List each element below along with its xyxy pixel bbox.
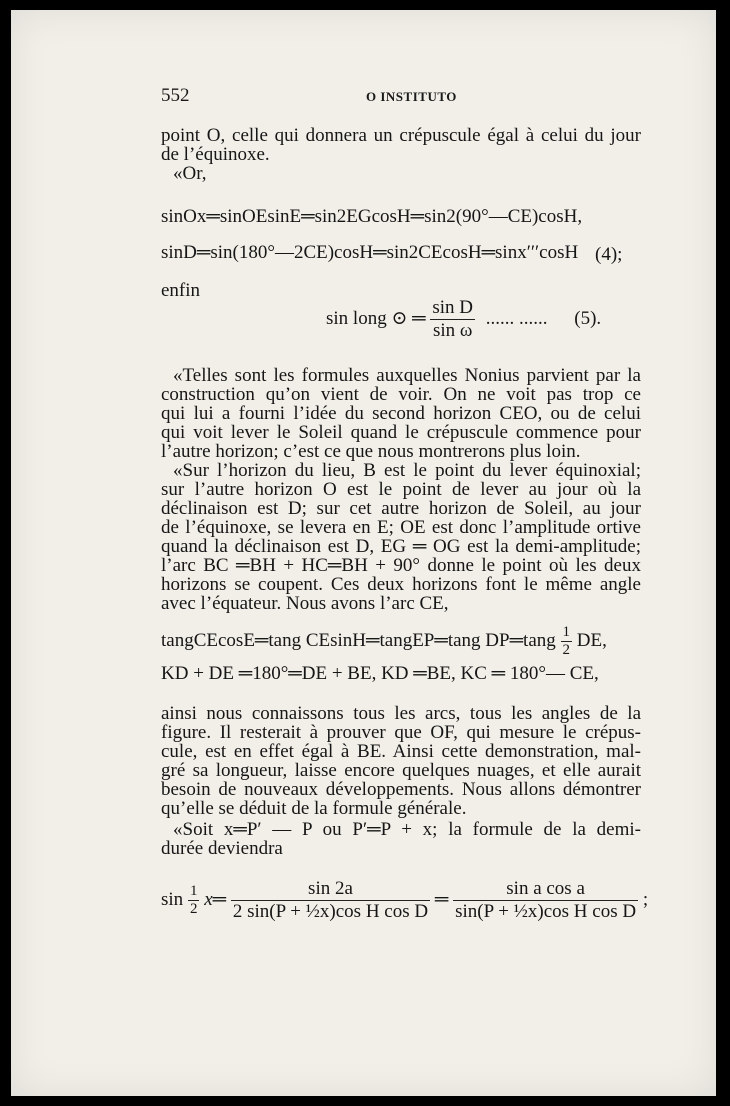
final-numerator-1: sin 2a (308, 878, 353, 899)
equation-half-duration (161, 878, 648, 923)
text-line: construction qu’on vient de voir. On ne voit pas trop ce (161, 384, 641, 405)
text-line: cule, est en effet égal à BE. Ainsi cette demonstration, mal- (161, 741, 641, 762)
text-line: quand la déclinaison est D, EG ═ OG est la demi-amplitude; (161, 536, 641, 557)
text-line: «Soit x═P′ — P ou P′═P + x; la formule de la demi- (173, 819, 641, 840)
paragraph-intro (161, 126, 641, 183)
final-semicolon: ; (642, 888, 649, 910)
running-title: O INSTITUTO (366, 89, 457, 104)
text-line: besoin de nouveaux développements. Nous allons démontrer (161, 779, 641, 800)
final-half-fraction (188, 883, 200, 918)
final-numerator-2: sin a cos a (506, 878, 585, 899)
text-line: de l’équinoxe. (161, 144, 270, 165)
final-denominator-1: 2 sin(P + ½x)cos H cos D (232, 901, 429, 922)
text-line: sur l’autre horizon O est le point de lever au jour où la (161, 479, 641, 500)
text-line: qui voit lever le Soleil quand le crépuscule commence pour (161, 422, 641, 443)
text-line: déclinaison est D; sur cet autre horizon de Soleil, au jour (161, 498, 641, 519)
text-line: de l’équinoxe, se levera en E; OE est donc l’amplitude ortive (161, 517, 641, 538)
equation-number-5: (5). (574, 307, 602, 329)
final-fraction-1 (231, 878, 430, 923)
text-line: horizons se coupent. Ces deux horizons font le même angle (161, 574, 641, 595)
text-line: durée deviendra (161, 838, 283, 859)
equation-sin-d: sinD═sin(180°—2CE)cosH═sin2CEcosH═sinx′′′cosH (161, 242, 579, 263)
eq6-fraction (561, 624, 573, 659)
equation-5 (326, 297, 601, 342)
paragraph-soit (161, 820, 641, 858)
eq6-tail: DE, (576, 629, 607, 651)
eq5-denominator: sin ω (430, 319, 475, 342)
text-line: «Telles sont les formules auxquelles Nonius parvient par la (173, 365, 641, 386)
text-line: qui lui a fourni l’idée du second horizon CEO, ou de celui (161, 403, 641, 424)
final-half-numerator: 1 (189, 883, 198, 899)
text-line: gré sa longueur, laisse encore quelques nuages, et elle aurait (161, 760, 641, 781)
text-line: l’arc BC ═BH + HC═BH + 90° donne le point où les deux (161, 555, 641, 576)
equation-tang-ce (161, 624, 607, 659)
text-line: «Sur l’horizon du lieu, B est le point du lever équinoxial; (173, 460, 641, 481)
equation-sin-ox: sinOx═sinOEsinE═sin2EGcosH═sin2(90°—CE)cosH, (161, 206, 583, 227)
paragraph-sur-horizon (161, 461, 641, 613)
text-line: l’autre horizon; c’est ce que nous montrerons plus loin. (161, 441, 581, 462)
equation-kd: KD + DE ═180°═DE + BE, KD ═BE, KC ═ 180°— CE, (161, 663, 599, 684)
text-line: qu’elle se déduit de la formule générale. (161, 798, 467, 819)
final-fraction-2 (453, 878, 638, 923)
eq6-numerator: 1 (562, 624, 571, 640)
eq5-fraction (430, 297, 475, 342)
paragraph-telles (161, 366, 641, 461)
final-lhs-sin: sin (161, 888, 184, 910)
final-equals: ═ (434, 888, 449, 910)
final-denominator-2: sin(P + ½x)cos H cos D (455, 901, 637, 922)
text-line: point O, celle qui donnera un crépuscule égal à celui du jour (161, 125, 641, 146)
eq5-numerator: sin D (432, 297, 473, 318)
eq5-dots: ...... ...... (485, 307, 548, 329)
final-lhs-tail: x═ (204, 888, 227, 910)
book-page (11, 10, 716, 1096)
eq6-denominator: 2 (562, 642, 571, 658)
eq5-lhs: sin long ⊙ ═ (326, 307, 426, 329)
enfin-label: enfin (161, 280, 201, 301)
or-label: «Or, (173, 163, 207, 184)
page-number: 552 (161, 85, 190, 106)
final-half-denominator: 2 (189, 901, 198, 917)
paragraph-ainsi (161, 704, 641, 818)
equation-number-4: (4); (595, 244, 623, 265)
running-header (161, 85, 641, 107)
eq6-text: tangCEcosE═tang CEsinH═tangEP═tang DP═tang (161, 629, 556, 651)
text-line: figure. Il resterait à prouver que OF, qui mesure le crépus- (161, 722, 641, 743)
text-line: avec l’équateur. Nous avons l’arc CE, (161, 593, 449, 614)
text-line: ainsi nous connaissons tous les arcs, tous les angles de la (161, 703, 641, 724)
